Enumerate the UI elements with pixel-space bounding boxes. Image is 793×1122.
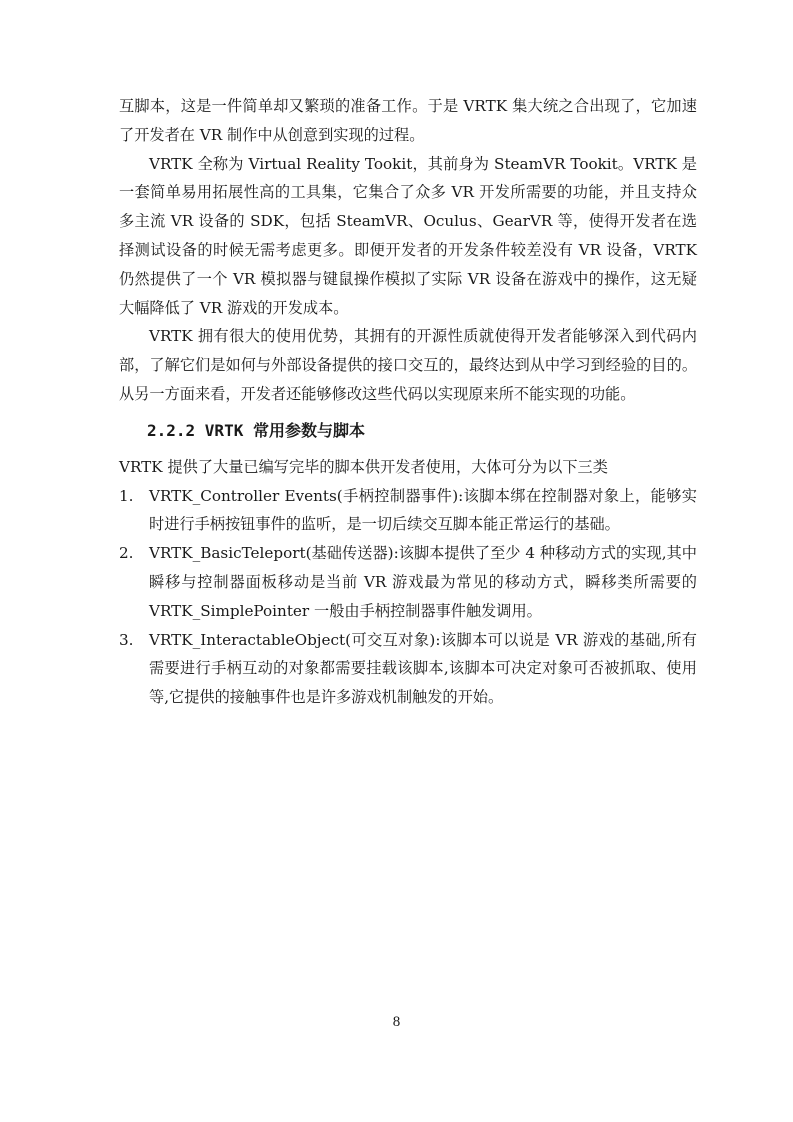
list-text: VRTK_Controller Events(手柄控制器事件):该脚本绑在控制器对象上，能够实时进行手柄按钮事件的监听，是一切后续交互脚本能正常运行的基础。 xyxy=(149,486,697,534)
list-item xyxy=(119,626,697,712)
list-text: VRTK_BasicTeleport(基础传送器):该脚本提供了至少 4 种移动方式的实现,其中瞬移与控制器面板移动是当前 VR 游戏最为常见的移动方式，瞬移类所需要的VRTK_SimplePointer 一般由手柄控制器事件触发调用。 xyxy=(149,544,697,620)
list-item xyxy=(119,482,697,540)
list-item xyxy=(119,539,697,625)
section-intro: VRTK 提供了大量已编写完毕的脚本供开发者使用，大体可分为以下三类 xyxy=(119,457,608,476)
body-text xyxy=(119,92,697,712)
list-number: 2. xyxy=(119,544,134,563)
list-number: 1. xyxy=(119,486,134,505)
list-number: 3. xyxy=(119,630,134,649)
script-list xyxy=(119,482,697,712)
page-number: 8 xyxy=(392,1014,401,1030)
paragraph-vrtk-definition: VRTK 全称为 Virtual Reality Tookit，其前身为 SteamVR Tookit。VRTK 是一套简单易用拓展性高的工具集，它集合了众多 VR 开发所需要的功能，并且支持众多主流 VR 设备的 SDK，包括 SteamVR、Oculus、GearVR 等，使得开发者在选择测试设备的时候无需考虑更多。即便开发者的开发条件较差没有 VR 设备，VRTK 仍然提供了一个 VR 模拟器与键鼠操作模拟了实际 VR 设备在游戏中的操作，这无疑大幅降低了 VR 游戏的开发成本。 xyxy=(119,154,697,317)
section-heading: 2.2.2 VRTK 常用参数与脚本 xyxy=(147,420,365,440)
paragraph-continuation: 互脚本，这是一件简单却又繁琐的准备工作。于是 VRTK 集大统之合出现了，它加速了开发者在 VR 制作中从创意到实现的过程。 xyxy=(119,97,697,144)
paragraph-vrtk-advantages: VRTK 拥有很大的使用优势，其拥有的开源性质就使得开发者能够深入到代码内部，了解它们是如何与外部设备提供的接口交互的，最终达到从中学习到经验的目的。从另一方面来看，开发者还能够修改这些代码以实现原来所不能实现的功能。 xyxy=(119,327,697,403)
list-text: VRTK_InteractableObject(可交互对象):该脚本可以说是 VR 游戏的基础,所有需要进行手柄互动的对象都需要挂载该脚本,该脚本可决定对象可否被抓取、使用等,它提供的接触事件也是许多游戏机制触发的开始。 xyxy=(149,630,697,707)
